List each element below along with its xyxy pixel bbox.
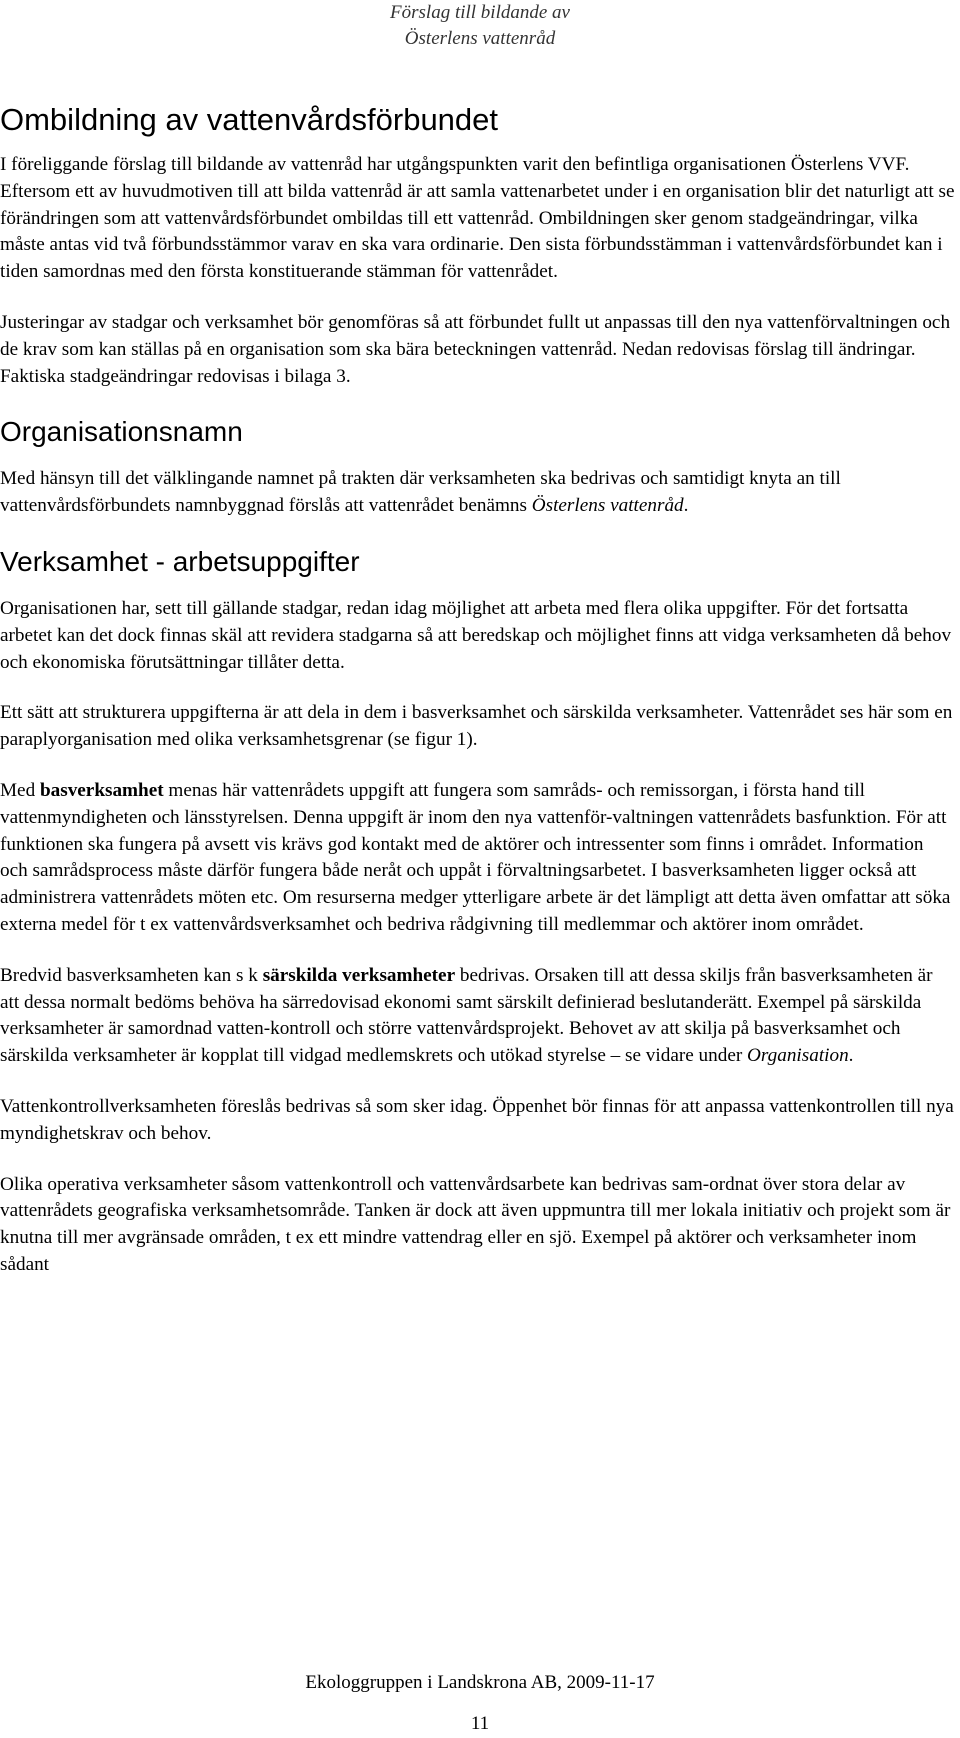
running-header-line-1: Förslag till bildande av bbox=[390, 2, 570, 23]
paragraph-sarskilda-rest: bedrivas. Orsaken till att dessa skiljs från basverksamheten är att dessa normalt bedöms behöva ha särredovisad ekonomi samt särskilt definierad beslutanderätt. Exempel på särskilda verksamheter är samordnad vatten-kontroll och större vattenvårdsprojekt. Behovet av att skilja på basverksamhet och särskilda verksamheter är kopplat till vidgad medlemskrets och utökad styrelse – se vidare under bbox=[0, 964, 933, 1067]
section-heading-ombildning: Ombildning av vattenvårdsförbundet bbox=[0, 102, 499, 137]
paragraph-basverksamhet-rest: menas här vattenrådets uppgift att fungera som samråds- och remissorgan, i första hand till vattenmyndigheten och länsstyrelsen. Denna uppgift är inom den nya vattenför-valtningen vattenrådets basfunktion. För att funktionen ska fungera på avsett vis krävs god kontakt med de aktörer och intressenter som finns i området. Information och samrådsprocess måste därför fungera både neråt och uppåt i förvaltningsarbetet. I basverksamheten ligger också att administrera vattenrådets möten etc. Om resurserna medger ytterligare arbete är det lämpligt att detta även omfattar att söka externa medel för t ex vattenvårdsverksamhet och bedriva rådgivning till medlemmar och aktörer inom området. bbox=[0, 779, 951, 935]
paragraph-sarskilda-verksamheter bbox=[0, 963, 955, 1070]
footer-company: Ekologgruppen i Landskrona AB, 2009-11-17 bbox=[305, 1672, 655, 1693]
paragraph-verksamhet-1: Organisationen har, sett till gällande stadgar, redan idag möjlighet att arbeta med flera olika uppgifter. För det fortsatta arbetet kan det dock finnas skäl att revidera stadgarna så att beredskap och möjlighet finns att vidga verksamheten då behov och ekonomiska förutsättningar tillåter detta. bbox=[0, 597, 952, 673]
paragraph-organisationsnamn bbox=[0, 466, 955, 520]
paragraph-sarskilda-start: Bredvid basverksamheten kan s k bbox=[0, 964, 263, 986]
paragraph-vattenkontroll: Vattenkontrollverksamheten föreslås bedrivas så som sker idag. Öppenhet bör finnas för att anpassa vattenkontrollen till nya myndighetskrav och behov. bbox=[0, 1095, 954, 1144]
running-header-line-2: Österlens vattenråd bbox=[404, 28, 556, 49]
section-heading-organisationsnamn: Organisationsnamn bbox=[0, 416, 243, 448]
term-sarskilda-verksamheter: särskilda verksamheter bbox=[262, 964, 456, 986]
paragraph-organisationsnamn-end: . bbox=[683, 495, 689, 517]
paragraph-ombildning-1: I föreliggande förslag till bildande av vattenråd har utgångspunkten varit den befintliga organisationen Österlens VVF. Eftersom ett av huvudmotiven till att bilda vattenråd är att samla vattenarbetet under i en organisation blir det naturligt att se förändringen som att vattenvårdsförbundet ombildas till ett vattenråd. Ombildningen sker genom stadgeändringar, vilka måste antas vid två förbundsstämmor varav en ska vara ordinarie. Den sista förbundsstämman i vattenvårdsförbundet kan i tiden samordnas med den första konstituerande stämman för vattenrådet. bbox=[0, 154, 955, 283]
running-header bbox=[0, 0, 960, 52]
section-heading-verksamhet: Verksamhet - arbetsuppgifter bbox=[0, 545, 360, 577]
document-body bbox=[0, 100, 955, 1303]
paragraph-verksamhet-2: Ett sätt att strukturera uppgifterna är att dela in dem i basverksamhet och särskilda verksamheter. Vattenrådet ses här som en paraplyorganisation med olika verksamhetsgrenar (se figur 1). bbox=[0, 702, 953, 751]
organisation-name-italic: Österlens vattenråd bbox=[531, 495, 684, 517]
paragraph-operativa-verksamheter: Olika operativa verksamheter såsom vattenkontroll och vattenvårdsarbete kan bedrivas sam-ordnat över stora delar av vattenrådets geografiska verksamhetsområde. Tanken är dock att även uppmuntra till mer lokala initiativ och projekt som är knutna till mer avgränsade områden, t ex ett mindre vattendrag eller en sjö. Exempel på aktörer och verksamheter inom sådant bbox=[0, 1173, 951, 1275]
paragraph-sarskilda-end: . bbox=[848, 1045, 854, 1067]
reference-organisation-italic: Organisation bbox=[747, 1045, 849, 1067]
paragraph-organisationsnamn-text: Med hänsyn till det välklingande namnet på trakten där verksamheten ska bedrivas och samtidigt knyta an till vattenvårdsförbundets namnbyggnad förslås att vattenrådet benämns bbox=[0, 468, 841, 517]
paragraph-basverksamhet-start: Med bbox=[0, 779, 40, 801]
term-basverksamhet: basverksamhet bbox=[39, 779, 164, 801]
page-number: 11 bbox=[470, 1713, 490, 1734]
paragraph-basverksamhet bbox=[0, 778, 955, 939]
paragraph-ombildning-2: Justeringar av stadgar och verksamhet bör genomföras så att förbundet fullt ut anpassas till den nya vattenförvaltningen och de krav som kan ställas på en organisation som ska bära beteckningen vattenråd. Nedan redovisas förslag till ändringar. Faktiska stadgeändringar redovisas i bilaga 3. bbox=[0, 311, 951, 387]
